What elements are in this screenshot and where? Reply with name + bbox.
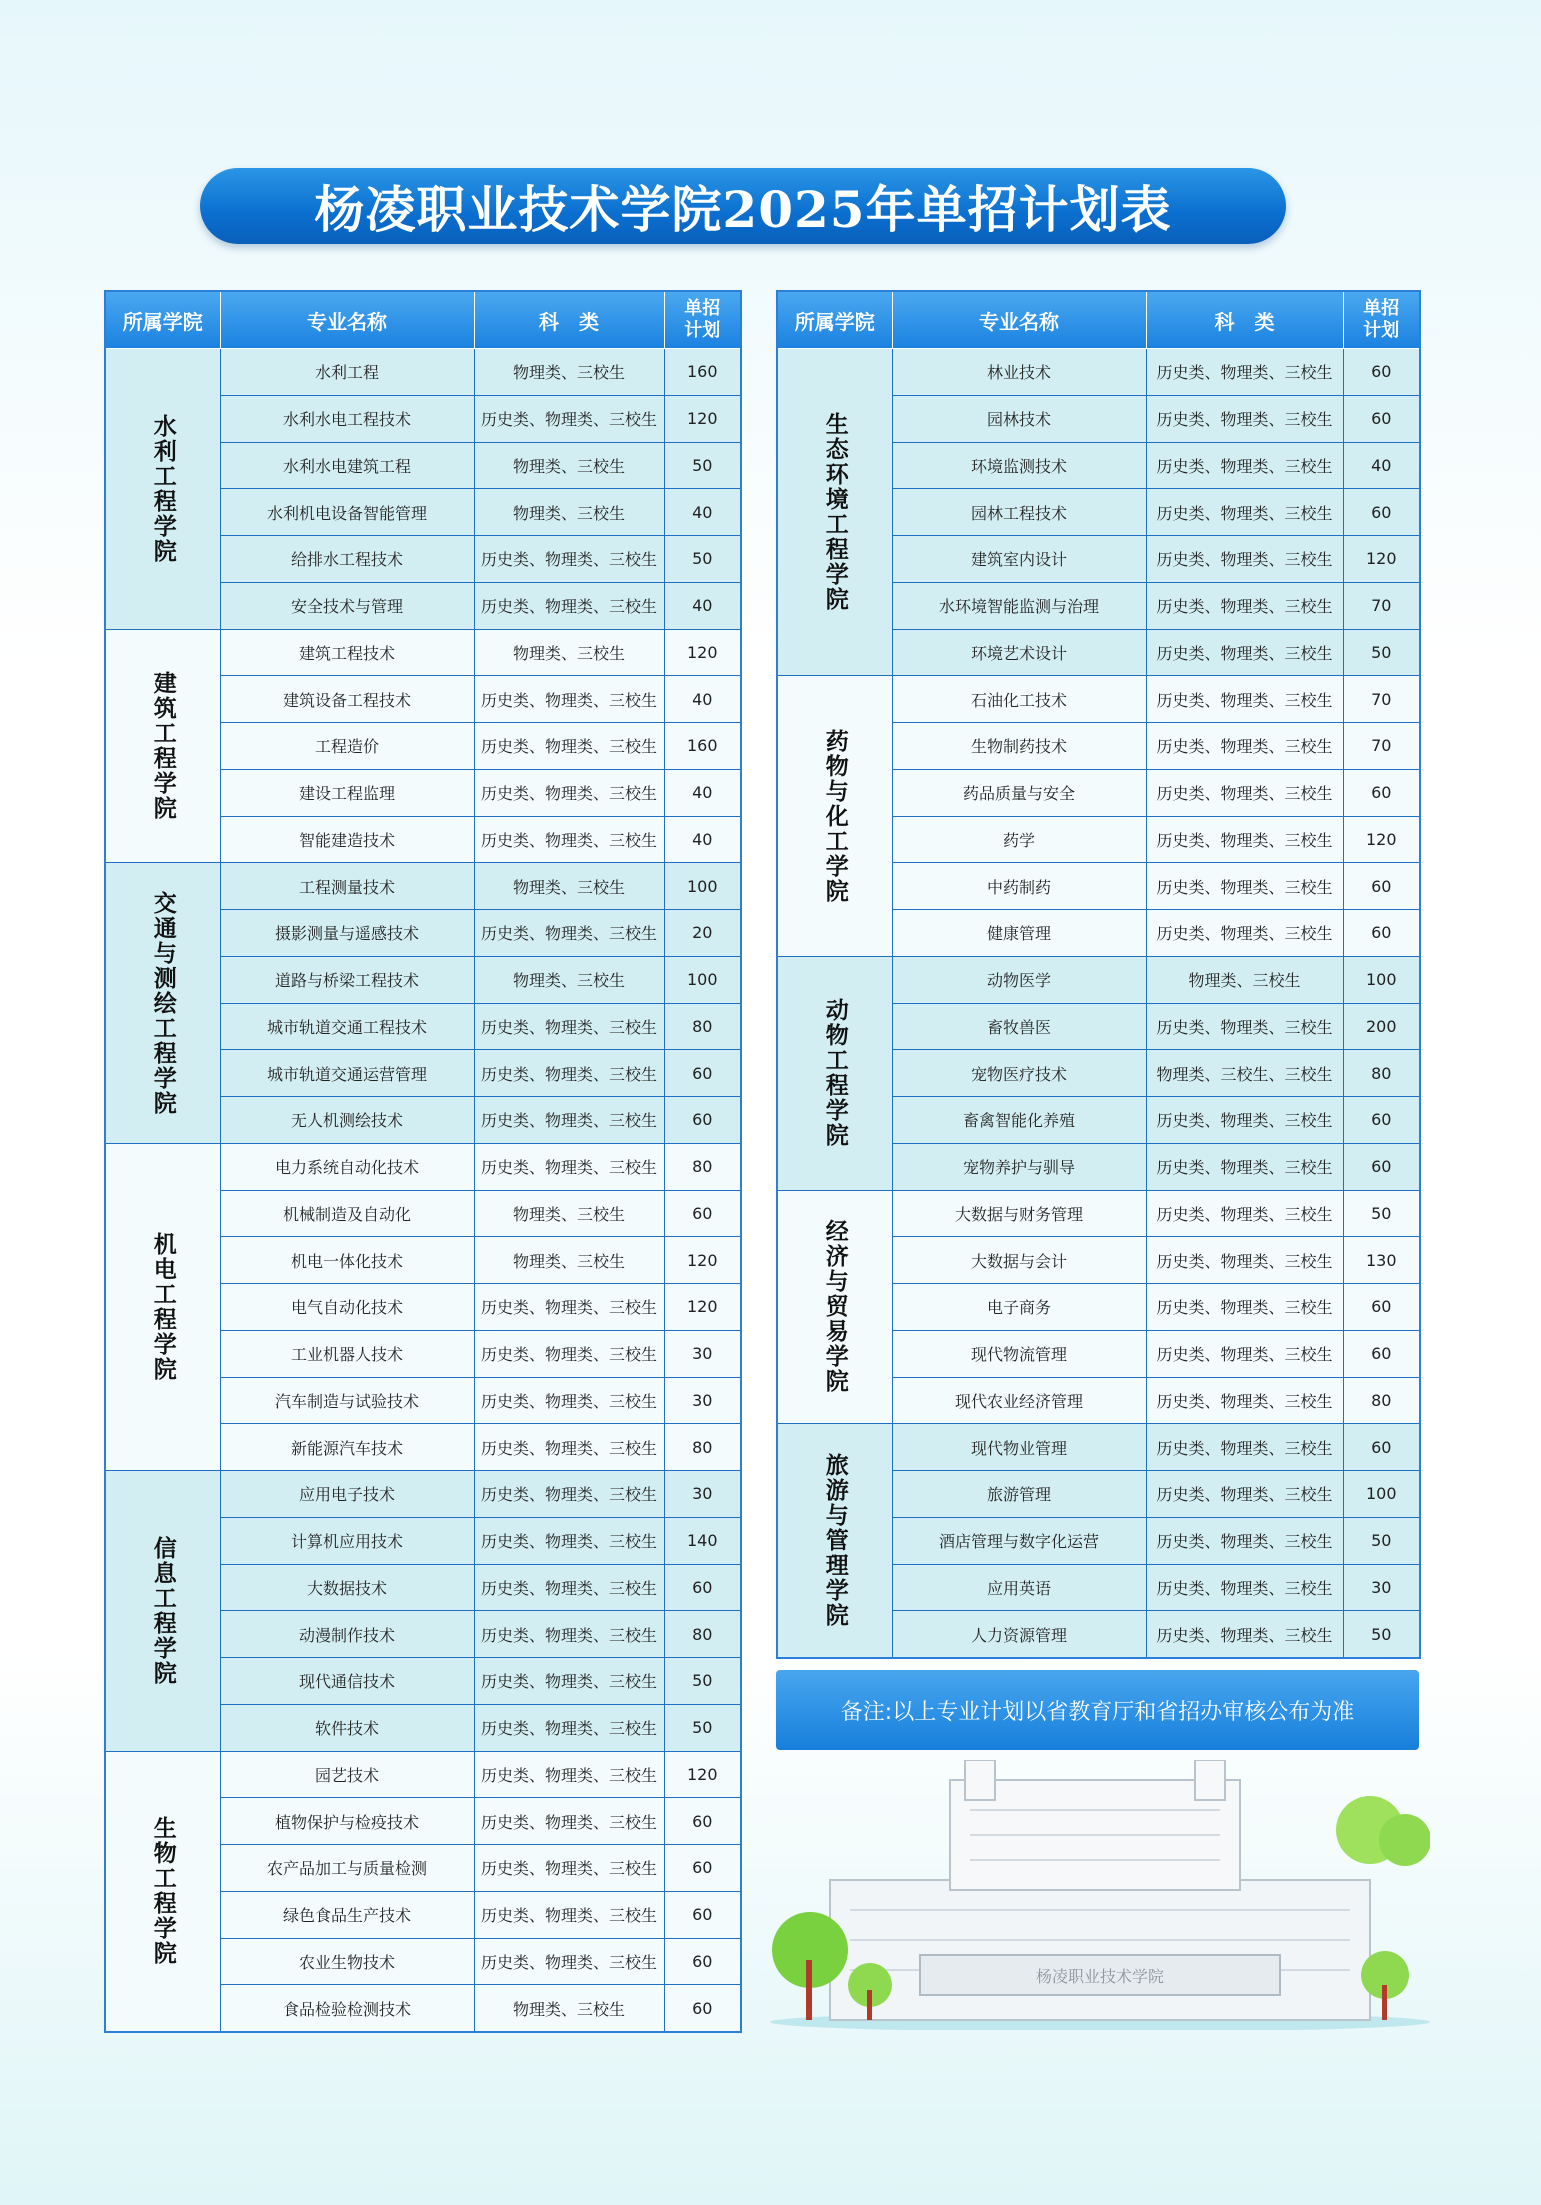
category-cell: 历史类、物理类、三校生 (474, 582, 664, 629)
category-cell: 物理类、三校生 (474, 442, 664, 489)
plan-count: 50 (1343, 1517, 1420, 1564)
category-cell: 历史类、物理类、三校生 (1146, 863, 1343, 910)
category-cell: 历史类、物理类、三校生 (1146, 629, 1343, 676)
plan-count: 40 (664, 769, 741, 816)
major-name: 建筑设备工程技术 (220, 676, 474, 723)
table-row (777, 349, 1420, 396)
college-name: 旅游与管理学院 (777, 1424, 892, 1658)
major-name: 绿色食品生产技术 (220, 1891, 474, 1938)
table-row (777, 676, 1420, 723)
category-cell: 历史类、物理类、三校生 (474, 1097, 664, 1144)
college-name: 信息工程学院 (105, 1471, 220, 1752)
plan-count: 60 (1343, 769, 1420, 816)
plan-count: 120 (664, 1237, 741, 1284)
header-major: 专业名称 (892, 291, 1146, 349)
category-cell: 历史类、物理类、三校生 (474, 1658, 664, 1705)
header-plan (664, 291, 741, 349)
plan-count: 100 (1343, 1471, 1420, 1518)
college-name: 机电工程学院 (105, 1143, 220, 1470)
major-name: 现代物业管理 (892, 1424, 1146, 1471)
major-name: 环境艺术设计 (892, 629, 1146, 676)
category-cell: 历史类、物理类、三校生 (474, 1751, 664, 1798)
major-name: 中药制药 (892, 863, 1146, 910)
category-cell: 历史类、物理类、三校生 (1146, 1611, 1343, 1658)
category-cell: 历史类、物理类、三校生 (474, 1050, 664, 1097)
major-name: 工程造价 (220, 723, 474, 770)
category-cell: 历史类、物理类、三校生 (474, 723, 664, 770)
category-cell: 物理类、三校生 (474, 489, 664, 536)
major-name: 生物制药技术 (892, 723, 1146, 770)
plan-count: 60 (1343, 1284, 1420, 1331)
major-name: 环境监测技术 (892, 442, 1146, 489)
table-row (105, 349, 741, 396)
header-plan-line1: 单招 (1363, 298, 1400, 319)
major-name: 软件技术 (220, 1704, 474, 1751)
college-name: 生物工程学院 (105, 1751, 220, 2032)
table-header-row (777, 291, 1420, 349)
plan-count: 120 (1343, 816, 1420, 863)
category-cell: 历史类、物理类、三校生 (474, 1704, 664, 1751)
major-name: 大数据与财务管理 (892, 1190, 1146, 1237)
major-name: 应用电子技术 (220, 1471, 474, 1518)
category-cell: 历史类、物理类、三校生 (474, 536, 664, 583)
plan-count: 60 (664, 1938, 741, 1985)
category-cell: 物理类、三校生 (1146, 956, 1343, 1003)
plan-count: 40 (664, 489, 741, 536)
category-cell: 历史类、物理类、三校生 (474, 1284, 664, 1331)
table-row (105, 863, 741, 910)
plan-count: 100 (664, 863, 741, 910)
category-cell: 历史类、物理类、三校生 (474, 1798, 664, 1845)
major-name: 大数据技术 (220, 1564, 474, 1611)
plan-count: 60 (1343, 1143, 1420, 1190)
major-name: 应用英语 (892, 1564, 1146, 1611)
header-major: 专业名称 (220, 291, 474, 349)
major-name: 园林工程技术 (892, 489, 1146, 536)
major-name: 汽车制造与试验技术 (220, 1377, 474, 1424)
header-plan (1343, 291, 1420, 349)
plan-count: 20 (664, 910, 741, 957)
page-title: 杨凌职业技术学院2025年单招计划表 (200, 168, 1286, 244)
major-name: 药品质量与安全 (892, 769, 1146, 816)
category-cell: 历史类、物理类、三校生 (1146, 1190, 1343, 1237)
plan-count: 60 (664, 1190, 741, 1237)
plan-count: 50 (1343, 1190, 1420, 1237)
major-name: 水利水电建筑工程 (220, 442, 474, 489)
category-cell: 历史类、物理类、三校生 (1146, 1471, 1343, 1518)
major-name: 现代物流管理 (892, 1330, 1146, 1377)
major-name: 宠物养护与驯导 (892, 1143, 1146, 1190)
category-cell: 历史类、物理类、三校生 (1146, 442, 1343, 489)
plan-count: 60 (664, 1097, 741, 1144)
major-name: 农产品加工与质量检测 (220, 1845, 474, 1892)
category-cell: 历史类、物理类、三校生 (1146, 1097, 1343, 1144)
major-name: 畜禽智能化养殖 (892, 1097, 1146, 1144)
major-name: 动漫制作技术 (220, 1611, 474, 1658)
remark-banner: 备注:以上专业计划以省教育厅和省招办审核公布为准 (776, 1670, 1419, 1750)
plan-count: 60 (1343, 1424, 1420, 1471)
category-cell: 历史类、物理类、三校生 (1146, 1424, 1343, 1471)
plan-count: 80 (1343, 1377, 1420, 1424)
category-cell: 历史类、物理类、三校生 (1146, 1143, 1343, 1190)
major-name: 现代通信技术 (220, 1658, 474, 1705)
plan-count: 60 (1343, 489, 1420, 536)
plan-count: 120 (664, 1751, 741, 1798)
plan-count: 60 (1343, 863, 1420, 910)
plan-count: 60 (664, 1564, 741, 1611)
plan-count: 80 (664, 1424, 741, 1471)
major-name: 林业技术 (892, 349, 1146, 396)
plan-count: 40 (664, 582, 741, 629)
plan-count: 50 (664, 536, 741, 583)
major-name: 安全技术与管理 (220, 582, 474, 629)
category-cell: 物理类、三校生 (474, 629, 664, 676)
category-cell: 物理类、三校生 (474, 863, 664, 910)
header-plan-line2: 计划 (684, 320, 721, 341)
major-name: 机电一体化技术 (220, 1237, 474, 1284)
plan-count: 30 (1343, 1564, 1420, 1611)
plan-count: 120 (664, 395, 741, 442)
major-name: 摄影测量与遥感技术 (220, 910, 474, 957)
plan-count: 50 (664, 1658, 741, 1705)
plan-count: 30 (664, 1330, 741, 1377)
plan-count: 120 (1343, 536, 1420, 583)
major-name: 机械制造及自动化 (220, 1190, 474, 1237)
category-cell: 历史类、物理类、三校生 (1146, 1564, 1343, 1611)
major-name: 电力系统自动化技术 (220, 1143, 474, 1190)
plan-count: 60 (1343, 395, 1420, 442)
category-cell: 历史类、物理类、三校生 (474, 1845, 664, 1892)
major-name: 园艺技术 (220, 1751, 474, 1798)
table-row (105, 1143, 741, 1190)
plan-count: 60 (664, 1845, 741, 1892)
category-cell: 物理类、三校生 (474, 1190, 664, 1237)
table-row (777, 1424, 1420, 1471)
plan-count: 30 (664, 1471, 741, 1518)
plan-count: 160 (664, 349, 741, 396)
table-row (105, 629, 741, 676)
category-cell: 历史类、物理类、三校生 (1146, 676, 1343, 723)
college-name: 经济与贸易学院 (777, 1190, 892, 1424)
major-name: 食品检验检测技术 (220, 1985, 474, 2032)
category-cell: 历史类、物理类、三校生 (474, 1424, 664, 1471)
major-name: 农业生物技术 (220, 1938, 474, 1985)
category-cell: 历史类、物理类、三校生 (1146, 489, 1343, 536)
plan-count: 60 (664, 1798, 741, 1845)
major-name: 水利机电设备智能管理 (220, 489, 474, 536)
plan-count: 60 (1343, 910, 1420, 957)
table-row (105, 1471, 741, 1518)
major-name: 石油化工技术 (892, 676, 1146, 723)
right-plan-table (776, 290, 1421, 1659)
category-cell: 历史类、物理类、三校生 (1146, 1330, 1343, 1377)
major-name: 旅游管理 (892, 1471, 1146, 1518)
plan-count: 30 (664, 1377, 741, 1424)
category-cell: 历史类、物理类、三校生 (474, 1938, 664, 1985)
plan-count: 50 (1343, 629, 1420, 676)
major-name: 建设工程监理 (220, 769, 474, 816)
category-cell: 历史类、物理类、三校生 (474, 1517, 664, 1564)
major-name: 大数据与会计 (892, 1237, 1146, 1284)
tree-icon (1336, 1796, 1430, 1866)
major-name: 健康管理 (892, 910, 1146, 957)
plan-count: 160 (664, 723, 741, 770)
category-cell: 历史类、物理类、三校生 (1146, 910, 1343, 957)
category-cell: 历史类、物理类、三校生 (474, 1003, 664, 1050)
header-category: 科 类 (1146, 291, 1343, 349)
major-name: 人力资源管理 (892, 1611, 1146, 1658)
plan-count: 50 (664, 442, 741, 489)
plan-count: 60 (664, 1050, 741, 1097)
plan-count: 100 (664, 956, 741, 1003)
category-cell: 历史类、物理类、三校生 (474, 676, 664, 723)
category-cell: 历史类、物理类、三校生 (1146, 349, 1343, 396)
major-name: 电子商务 (892, 1284, 1146, 1331)
major-name: 水利工程 (220, 349, 474, 396)
category-cell: 物理类、三校生 (474, 956, 664, 1003)
plan-count: 50 (1343, 1611, 1420, 1658)
major-name: 宠物医疗技术 (892, 1050, 1146, 1097)
category-cell: 历史类、物理类、三校生 (474, 1377, 664, 1424)
plan-count: 60 (1343, 349, 1420, 396)
plan-count: 80 (1343, 1050, 1420, 1097)
plan-count: 130 (1343, 1237, 1420, 1284)
major-name: 现代农业经济管理 (892, 1377, 1146, 1424)
header-college: 所属学院 (777, 291, 892, 349)
major-name: 水利水电工程技术 (220, 395, 474, 442)
plan-count: 80 (664, 1143, 741, 1190)
major-name: 电气自动化技术 (220, 1284, 474, 1331)
category-cell: 历史类、物理类、三校生 (474, 1564, 664, 1611)
category-cell: 历史类、物理类、三校生 (1146, 769, 1343, 816)
plan-count: 120 (664, 1284, 741, 1331)
category-cell: 历史类、物理类、三校生 (474, 1611, 664, 1658)
left-plan-table (104, 290, 742, 2033)
major-name: 畜牧兽医 (892, 1003, 1146, 1050)
college-name: 生态环境工程学院 (777, 349, 892, 676)
table-header-row (105, 291, 741, 349)
campus-building-illustration (770, 1760, 1430, 2030)
plan-count: 40 (664, 676, 741, 723)
category-cell: 历史类、物理类、三校生 (1146, 816, 1343, 863)
plan-count: 70 (1343, 582, 1420, 629)
category-cell: 物理类、三校生 (474, 349, 664, 396)
plan-count: 40 (664, 816, 741, 863)
category-cell: 历史类、物理类、三校生 (1146, 1377, 1343, 1424)
category-cell: 历史类、物理类、三校生 (474, 769, 664, 816)
category-cell: 历史类、物理类、三校生 (1146, 723, 1343, 770)
plan-count: 40 (1343, 442, 1420, 489)
major-name: 新能源汽车技术 (220, 1424, 474, 1471)
category-cell: 物理类、三校生、三校生 (1146, 1050, 1343, 1097)
major-name: 药学 (892, 816, 1146, 863)
category-cell: 历史类、物理类、三校生 (1146, 1003, 1343, 1050)
category-cell: 历史类、物理类、三校生 (1146, 1237, 1343, 1284)
category-cell: 历史类、物理类、三校生 (1146, 1284, 1343, 1331)
header-category: 科 类 (474, 291, 664, 349)
major-name: 动物医学 (892, 956, 1146, 1003)
major-name: 酒店管理与数字化运营 (892, 1517, 1146, 1564)
campus-sign: 杨凌职业技术学院 (1035, 1967, 1165, 1986)
plan-count: 70 (1343, 676, 1420, 723)
major-name: 智能建造技术 (220, 816, 474, 863)
category-cell: 历史类、物理类、三校生 (1146, 395, 1343, 442)
college-name: 交通与测绘工程学院 (105, 863, 220, 1144)
category-cell: 物理类、三校生 (474, 1237, 664, 1284)
major-name: 园林技术 (892, 395, 1146, 442)
major-name: 建筑室内设计 (892, 536, 1146, 583)
header-plan-line1: 单招 (684, 298, 721, 319)
major-name: 无人机测绘技术 (220, 1097, 474, 1144)
category-cell: 历史类、物理类、三校生 (474, 1471, 664, 1518)
category-cell: 物理类、三校生 (474, 1985, 664, 2032)
college-name: 药物与化工学院 (777, 676, 892, 957)
header-college: 所属学院 (105, 291, 220, 349)
header-plan-line2: 计划 (1363, 320, 1400, 341)
plan-count: 60 (1343, 1097, 1420, 1144)
plan-count: 200 (1343, 1003, 1420, 1050)
plan-count: 80 (664, 1611, 741, 1658)
plan-count: 60 (664, 1891, 741, 1938)
plan-count: 60 (664, 1985, 741, 2032)
category-cell: 历史类、物理类、三校生 (474, 1143, 664, 1190)
plan-count: 140 (664, 1517, 741, 1564)
college-name: 水利工程学院 (105, 349, 220, 630)
table-row (105, 1751, 741, 1798)
plan-count: 60 (1343, 1330, 1420, 1377)
category-cell: 历史类、物理类、三校生 (1146, 536, 1343, 583)
category-cell: 历史类、物理类、三校生 (474, 910, 664, 957)
major-name: 计算机应用技术 (220, 1517, 474, 1564)
plan-count: 50 (664, 1704, 741, 1751)
category-cell: 历史类、物理类、三校生 (474, 1330, 664, 1377)
plan-count: 80 (664, 1003, 741, 1050)
major-name: 工业机器人技术 (220, 1330, 474, 1377)
category-cell: 历史类、物理类、三校生 (474, 395, 664, 442)
table-row (777, 1190, 1420, 1237)
category-cell: 历史类、物理类、三校生 (1146, 1517, 1343, 1564)
category-cell: 历史类、物理类、三校生 (1146, 582, 1343, 629)
major-name: 城市轨道交通运营管理 (220, 1050, 474, 1097)
major-name: 工程测量技术 (220, 863, 474, 910)
major-name: 城市轨道交通工程技术 (220, 1003, 474, 1050)
college-name: 动物工程学院 (777, 956, 892, 1190)
category-cell: 历史类、物理类、三校生 (474, 1891, 664, 1938)
plan-count: 70 (1343, 723, 1420, 770)
plan-count: 100 (1343, 956, 1420, 1003)
plan-count: 120 (664, 629, 741, 676)
major-name: 道路与桥梁工程技术 (220, 956, 474, 1003)
table-row (777, 956, 1420, 1003)
major-name: 建筑工程技术 (220, 629, 474, 676)
college-name: 建筑工程学院 (105, 629, 220, 863)
category-cell: 历史类、物理类、三校生 (474, 816, 664, 863)
major-name: 给排水工程技术 (220, 536, 474, 583)
major-name: 植物保护与检疫技术 (220, 1798, 474, 1845)
major-name: 水环境智能监测与治理 (892, 582, 1146, 629)
